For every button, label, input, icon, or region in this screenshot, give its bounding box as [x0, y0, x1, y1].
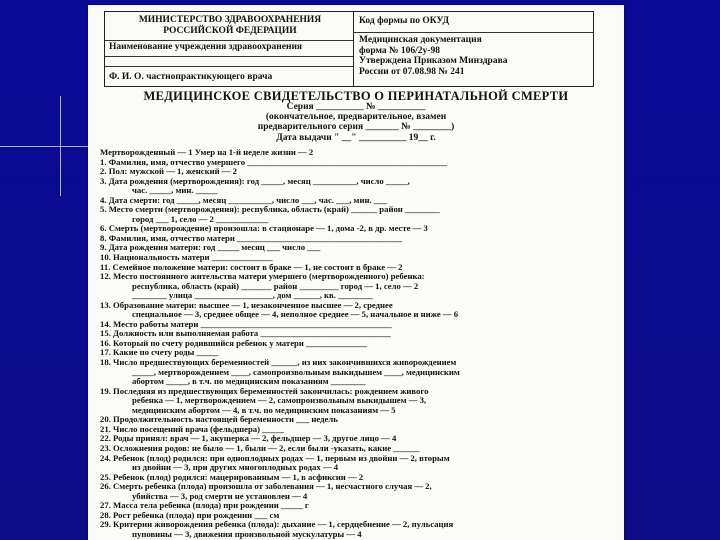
- header-rule: [105, 40, 353, 41]
- form-line: 5. Место смерти (мертворождения): республика, область (край) ______ район ________: [100, 205, 440, 215]
- form-line: 8. Фамилия, имя, отчество матери ______________________________________: [100, 233, 403, 243]
- header-rule: [105, 56, 353, 57]
- form-line: 9. Дата рождения матери: год _____ месяц ___ число ___: [100, 243, 321, 253]
- form-line: 20. Продолжительность настоящей беременности ___ недель: [100, 415, 338, 425]
- form-line: 1. Фамилия, имя, отчество умершего ______________________________________________: [100, 157, 448, 167]
- form-line: 18. Число предшествующих беременностей ______, из них закончившихся живорождением: [100, 358, 457, 368]
- form-line: 11. Семейное положение матери: состоит в браке — 1, не состоит в браке — 2: [100, 262, 403, 272]
- form-line: 4. Дата смерти: год _____, месяц __________, число ___, час. ___, мин. ___: [100, 195, 387, 205]
- form-line: 27. Масса тела ребенка (плода) при рождении _____ г: [100, 501, 309, 511]
- document-scan: [88, 5, 624, 540]
- document-title: МЕДИЦИНСКОЕ СВИДЕТЕЛЬСТВО О ПЕРИНАТАЛЬНОЙ СМЕРТИ: [143, 89, 569, 103]
- form-line: _____, мертворождением ____, самопроизвольным выкидышем ____, медицинским: [132, 367, 460, 377]
- form-line: 26. Смерть ребенка (плода) произошла от заболевания — 1, несчастного случая — 2,: [100, 482, 432, 492]
- ministry-title: [111, 15, 349, 36]
- form-line: 6. Смерть (мертворождение) произошла: в стационаре — 1, дома -2, в др. месте — 3: [100, 224, 428, 234]
- form-line: убийства — 3, род смерти не установлен — 4: [132, 491, 308, 501]
- form-line: 13. Образование матери: высшее — 1, незаконченное высшее — 2, среднее: [100, 300, 393, 310]
- approved-date: России от 07.08.98 № 241: [359, 66, 465, 77]
- form-line: 16. Который по счету родившийся ребенок у матери ______________: [100, 338, 367, 348]
- form-line: медицинским абортом — 4, в т.ч. по медицинским показаниям — 5: [132, 405, 396, 415]
- form-line: абортом _____, в т.ч. по медицинским показаниям ________: [132, 377, 366, 387]
- decor-cross-vertical: [60, 96, 61, 196]
- header-rule: [105, 66, 353, 67]
- form-line: 15. Должность или выполняемая работа ______________________________: [100, 329, 391, 339]
- form-line: 14. Место работы матери ____________________________________________: [100, 319, 392, 329]
- form-line: ребенка — 1, мертворождением — 2, самопроизвольным выкидышем — 3,: [132, 396, 427, 406]
- form-line: 29. Критерии живорождения ребенка (плода): дыхание — 1, сердцебиение — 2, пульсация: [100, 520, 454, 530]
- form-line: 23. Осложнения родов: не было — 1, были — 2, если были -указать, какие ______: [100, 443, 420, 453]
- form-line: из двойни — 3, при других многоплодных родах — 4: [132, 463, 339, 473]
- form-line: 22. Роды принял: врач — 1, акушерка — 2, фельдшер — 3, другое лицо — 4: [100, 434, 397, 444]
- form-line: час. _____, мин. _____: [132, 186, 218, 196]
- form-line: 25. Ребенок (плод) родился: мацерированным — 1, в асфиксии — 2: [100, 472, 364, 482]
- form-line: 19. Последняя из предшествующих беременностей закончилась: рождением живого: [100, 386, 429, 396]
- approved-label: Утверждена Приказом Минздрава: [359, 56, 508, 66]
- medical-doc-label: Медицинская документация: [359, 35, 482, 45]
- form-number: форма № 106/2у-98: [359, 45, 440, 56]
- cert-issue-date: Дата выдачи " __" __________ 19__ г.: [276, 133, 436, 143]
- institution-label: Наименование учреждения здравоохранения: [109, 42, 303, 52]
- form-line: 24. Ребенок (плод) родился: при одноплодных родах — 1, первым из двойни — 2, вторым: [100, 453, 450, 463]
- cert-type: (окончательное, предварительное, взамен: [265, 112, 447, 122]
- form-line: 2. Пол: мужской — 1, женский — 2: [100, 167, 238, 177]
- form-line: 3. Дата рождения (мертворождения): год _____, месяц __________, число _____,: [100, 176, 410, 186]
- okud-label: Код формы по ОКУД: [359, 16, 450, 26]
- form-line: Мертворожденный — 1 Умер на 1-й неделе жизни — 2: [100, 148, 314, 157]
- form-line: 21. Число посещений врача (фельдшера) _____: [100, 424, 284, 434]
- form-line: республика, область (край) _______ район _________ город — 1, село — 2: [132, 281, 419, 291]
- cert-series: Серия __________ № __________: [286, 102, 426, 112]
- form-line: пуповины — 3, движения произвольной мускулатуры — 4: [132, 529, 362, 539]
- header-rule: [353, 32, 593, 33]
- form-header-box: [104, 11, 594, 87]
- ministry-line-1: МИНИСТЕРСТВО ЗДРАВООХРАНЕНИЯ: [138, 15, 322, 25]
- form-line: город ___ 1, село — 2 ____________: [132, 214, 269, 224]
- form-line: 28. Рост ребенка (плода) при рождении ___ см: [100, 510, 280, 520]
- form-line: ________ улица __________________, дом ______, кв. ________: [132, 291, 373, 301]
- form-line: 12. Место постоянного жительства матери умершего (мертворожденного) ребенка:: [100, 272, 425, 282]
- practitioner-label: Ф. И. О. частнопрактикующего врача: [109, 72, 273, 82]
- header-divider: [353, 12, 354, 86]
- form-line: 10. Национальность матери ______________: [100, 253, 273, 263]
- form-fields: [100, 148, 620, 539]
- ministry-line-2: РОССИЙСКОЙ ФЕДЕРАЦИИ: [163, 25, 297, 36]
- form-line: специальное — 3, среднее общее — 4, неполное среднее — 5, начальное и ниже — 6: [132, 310, 459, 320]
- form-info: [359, 35, 589, 77]
- cert-previous: предварительного серия _______ № ________): [257, 122, 455, 132]
- form-line: 17. Какие по счету роды _____: [100, 348, 219, 358]
